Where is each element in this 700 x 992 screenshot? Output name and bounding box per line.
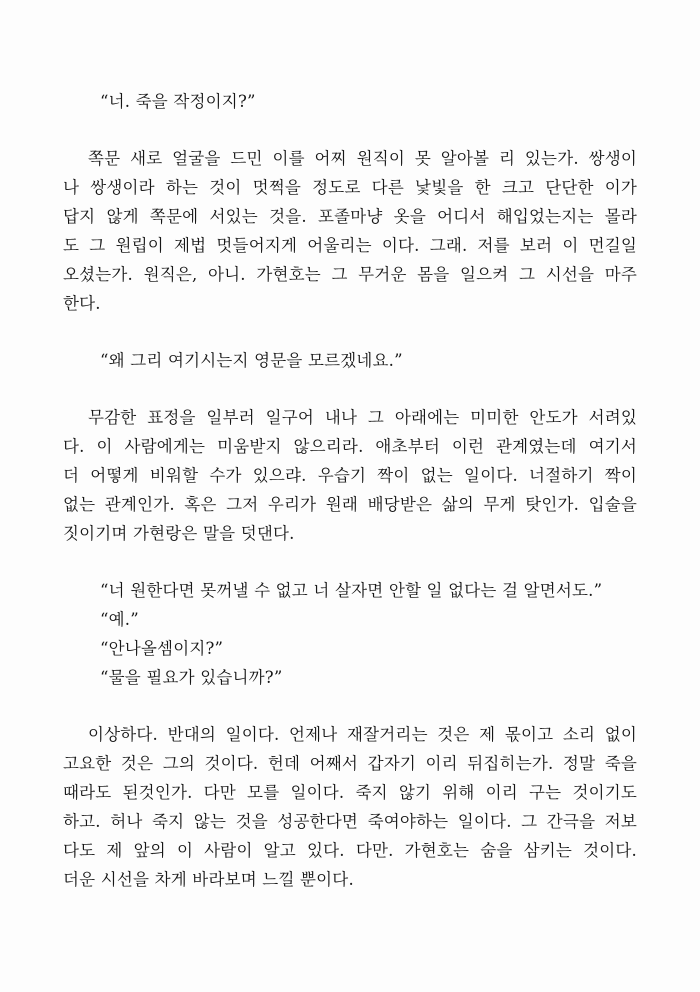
text-line: 도 그 원립이 제법 멋들어지게 어울리는 이다. 그래. 저를 보러 이 먼길일 — [63, 236, 637, 255]
text-line: “왜 그리 여기시는지 영문을 모르겠네요.” — [100, 351, 403, 370]
paragraph — [63, 720, 637, 894]
text-line: 고요한 것은 그의 것이다. 헌데 어째서 갑자기 이리 뒤집히는가. 정말 죽을 — [63, 754, 637, 773]
text-line: “너. 죽을 작정이지?” — [100, 92, 256, 111]
document-body — [63, 87, 637, 894]
text-line: “너 원한다면 못꺼낼 수 없고 너 살자면 안할 일 없다는 걸 알면서도.” — [100, 581, 603, 600]
text-line: “물을 필요가 있습니까?” — [100, 668, 283, 687]
text-line: 짓이기며 가현랑은 말을 덧댄다. — [63, 524, 295, 543]
text-line: 무감한 표정을 일부러 일구어 내나 그 아래에는 미미한 안도가 서려있 — [88, 408, 637, 427]
text-line: 한다. — [63, 294, 101, 313]
paragraph — [63, 87, 637, 116]
text-line: 때라도 된것인가. 다만 모를 일이다. 죽지 않기 위해 이리 구는 것이기도 — [63, 783, 637, 802]
text-line: 더 어떻게 비워할 수가 있으랴. 우습기 짝이 없는 일이다. 너절하기 짝이 — [63, 466, 637, 485]
text-line: 오셨는가. 원직은, 아니. 가현호는 그 무거운 몸을 일으켜 그 시선을 마주 — [63, 265, 637, 284]
text-line: 쪽문 새로 얼굴을 드민 이를 어찌 원직이 못 알아볼 리 있는가. 쌍생이 — [88, 149, 637, 168]
text-line: 답지 않게 쪽문에 서있는 것을. 포졸마냥 옷을 어디서 해입었는지는 몰라 — [63, 207, 637, 226]
text-line: “예.” — [100, 610, 139, 629]
text-line: 다도 제 앞의 이 사람이 알고 있다. 다만. 가현호는 숨을 삼키는 것이다. — [63, 841, 637, 860]
text-line: “안나올셈이지?” — [100, 639, 224, 658]
paragraph — [63, 346, 637, 375]
text-line: 이상하다. 반대의 일이다. 언제나 재잘거리는 것은 제 몫이고 소리 없이 — [88, 725, 637, 744]
text-line: 다. 이 사람에게는 미움받지 않으리라. 애초부터 이런 관계였는데 여기서 — [63, 437, 637, 456]
text-line: 나 쌍생이라 하는 것이 멋쩍을 정도로 다른 낯빛을 한 크고 단단한 이가 — [63, 178, 637, 197]
paragraph — [63, 403, 637, 548]
text-line: 하고. 허나 죽지 않는 것을 성공한다면 죽여야하는 일이다. 그 간극을 저보 — [63, 812, 637, 831]
text-line: 없는 관계인가. 혹은 그저 우리가 원래 배당받은 삶의 무게 탓인가. 입술을 — [63, 495, 637, 514]
paragraph — [63, 576, 637, 692]
paragraph — [63, 144, 637, 318]
text-line: 더운 시선을 차게 바라보며 느낄 뿐이다. — [63, 870, 354, 889]
